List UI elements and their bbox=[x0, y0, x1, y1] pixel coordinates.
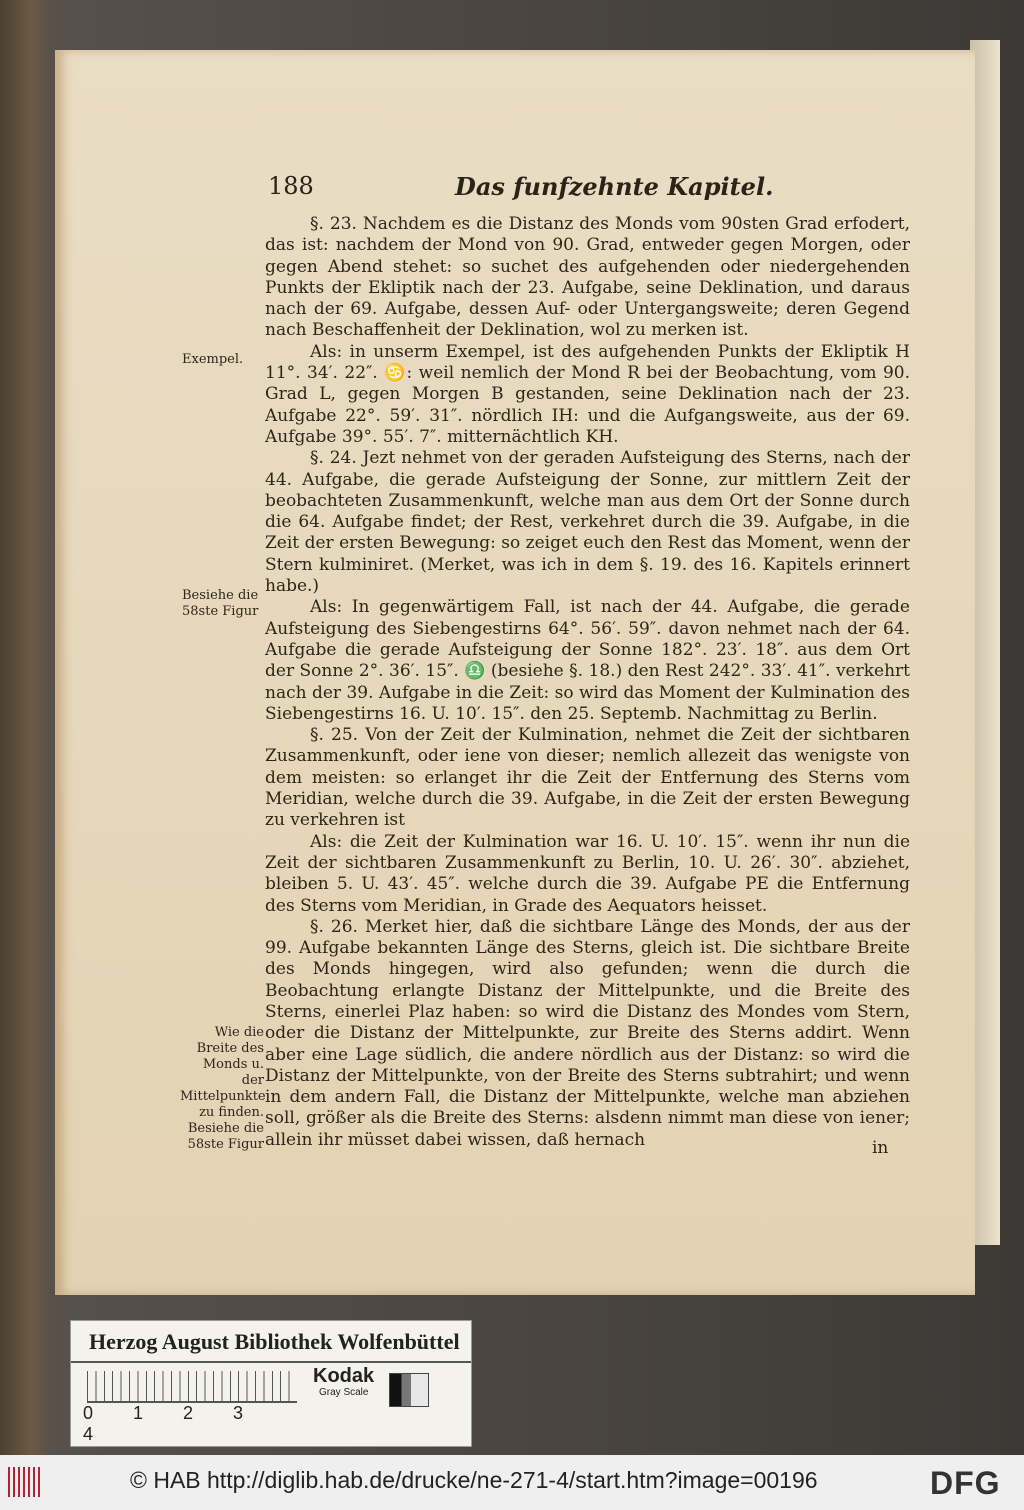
margin-note-figure: Besiehe die 58ste Figur bbox=[182, 588, 259, 619]
ruler-number: 3 bbox=[233, 1403, 244, 1423]
ruler-number: 1 bbox=[133, 1403, 144, 1423]
paragraph: Als: die Zeit der Kulmination war 16. U. 10′. 15″. wenn ihr nun die Zeit der sichtbaren Zusammenkunft zu Berlin, 10. U. 26′. 30″. abziehet, bleiben 5. U. 43′. 45″. welche durch die 39. Aufgabe PE die Entfernung des Sterns vom Meridian, in Grade des Aequators heisset. bbox=[265, 831, 910, 916]
margin-note-exempel: Exempel. bbox=[182, 352, 244, 367]
ruler-number: 0 bbox=[83, 1403, 94, 1423]
ruler-numbers bbox=[83, 1403, 313, 1445]
footer-credit-link[interactable]: © HAB http://diglib.hab.de/drucke/ne-271-4/start.htm?image=00196 bbox=[130, 1467, 818, 1493]
paragraph: §. 26. Merket hier, daß die sichtbare Länge des Monds, der aus der 99. Aufgabe bekannten Länge des Sterns, gleich ist. Die sichtbare Breite des Monds hingegen, wird also gefunden; wenn die durch die Beobachtung erlangte Distanz der Mittelpunkte, und die Breite des Sterns, einerlei Plaz haben: so wird die Distanz des Mondes vom Stern, oder die Distanz der Mittelpunkte, zur Breite des Sterns addirt. Wenn aber eine Lage südlich, die andere nördlich aus der Distanz: so wird die Distanz der Mittelpunkte, von der Breite des Sterns subtrahirt; und wenn in dem andern Fall, die Distanz der Mittelpunkte, welche man abziehen soll, größer als die Breite des Sterns: alsdenn nimmt man diese von iener; allein ihr müsset dabei wissen, daß hernach bbox=[265, 916, 910, 1150]
page-number: 188 bbox=[268, 172, 314, 200]
paragraph: §. 24. Jezt nehmet von der geraden Aufsteigung des Sterns, nach der 44. Aufgabe, die gerade Aufsteigung der Sonne, zur mittlern Zeit der beobachteten Zusammenkunft, welche man aus dem Ort der Sonne durch die 64. Aufgabe findet; der Rest, verkehret durch die 39. Aufgabe, in die Zeit der ersten Bewegung: so zeiget euch den Rest das Moment, wenn der Stern kulminiret. (Merket, was ich in dem §. 19. des 16. Kapitels erinnert habe.) bbox=[265, 448, 910, 597]
page-body bbox=[265, 214, 910, 1151]
ruler-number: 2 bbox=[183, 1403, 194, 1423]
margin-note-breite: Wie die Breite des Monds u. der Mittelpunkte zu finden. Besiehe die 58ste Figur bbox=[180, 1025, 266, 1152]
paragraph: Als: in unserm Exempel, ist des aufgehenden Punkts der Ekliptik H 11°. 34′. 22″. ♋: weil nemlich der Mond R bei der Beobachtung, vom 90. Grad L, gegen Morgen B gestanden, seine Deklination nach der 23. Aufgabe 22°. 59′. 31″. nördlich IH: und die Aufgangsweite, aus der 69. Aufgabe 39°. 55′. 7″. mitternächtlich KH. bbox=[265, 341, 910, 447]
footer-bar bbox=[0, 1455, 1024, 1510]
paragraph: §. 23. Nachdem es die Distanz des Monds vom 90sten Grad erfodert, das ist: nachdem der Mond von 90. Grad, entweder gegen Morgen, oder gegen Abend stehet: so suchet des aufgehenden oder niedergehenden Punkts der Ekliptik nach der 23. Aufgabe, seine Deklination, und daraus nach der 69. Aufgabe, dessen Auf- oder Untergangsweite; deren Gegend nach Beschaffenheit der Deklination, wol zu merken ist. bbox=[265, 214, 910, 341]
library-name: Herzog August Bibliothek Wolfenbüttel bbox=[89, 1329, 460, 1354]
barcode-icon bbox=[8, 1467, 40, 1497]
library-scan-label bbox=[70, 1320, 472, 1447]
dfg-logo: DFG bbox=[930, 1465, 1001, 1501]
catchword: in bbox=[872, 1138, 889, 1158]
label-divider bbox=[71, 1361, 471, 1363]
kodak-gray-scale-label: Gray Scale bbox=[319, 1387, 369, 1398]
scale-ruler bbox=[87, 1371, 297, 1403]
gray-scale-patch bbox=[389, 1373, 429, 1407]
kodak-brand: Kodak bbox=[313, 1365, 375, 1387]
running-head: Das funfzehnte Kapitel. bbox=[455, 172, 774, 201]
paragraph: Als: In gegenwärtigem Fall, ist nach der 44. Aufgabe, die gerade Aufsteigung des Siebengestirns 64°. 56′. 59″. davon nehmet nach der 64. Aufgabe die gerade Aufsteigung der Sonne 182°. 23′. 18″. aus dem Ort der Sonne 2°. 36′. 15″. ♎ (besiehe §. 18.) den Rest 242°. 33′. 41″. verkehrt nach der 39. Aufgabe in die Zeit: so wird das Moment der Kulmination des Siebengestirns 16. U. 10′. 15″. den 25. Septemb. Nachmittag zu Berlin. bbox=[265, 597, 910, 724]
paragraph: §. 25. Von der Zeit der Kulmination, nehmet die Zeit der sichtbaren Zusammenkunft, oder iene von dieser; nemlich allezeit das wenigste von dem meisten: so erlanget ihr die Zeit der Entfernung des Sterns vom Meridian, welche durch die 39. Aufgabe, in die Zeit der ersten Bewegung zu verkehren ist bbox=[265, 725, 910, 831]
ruler-number: 4 bbox=[83, 1424, 94, 1444]
